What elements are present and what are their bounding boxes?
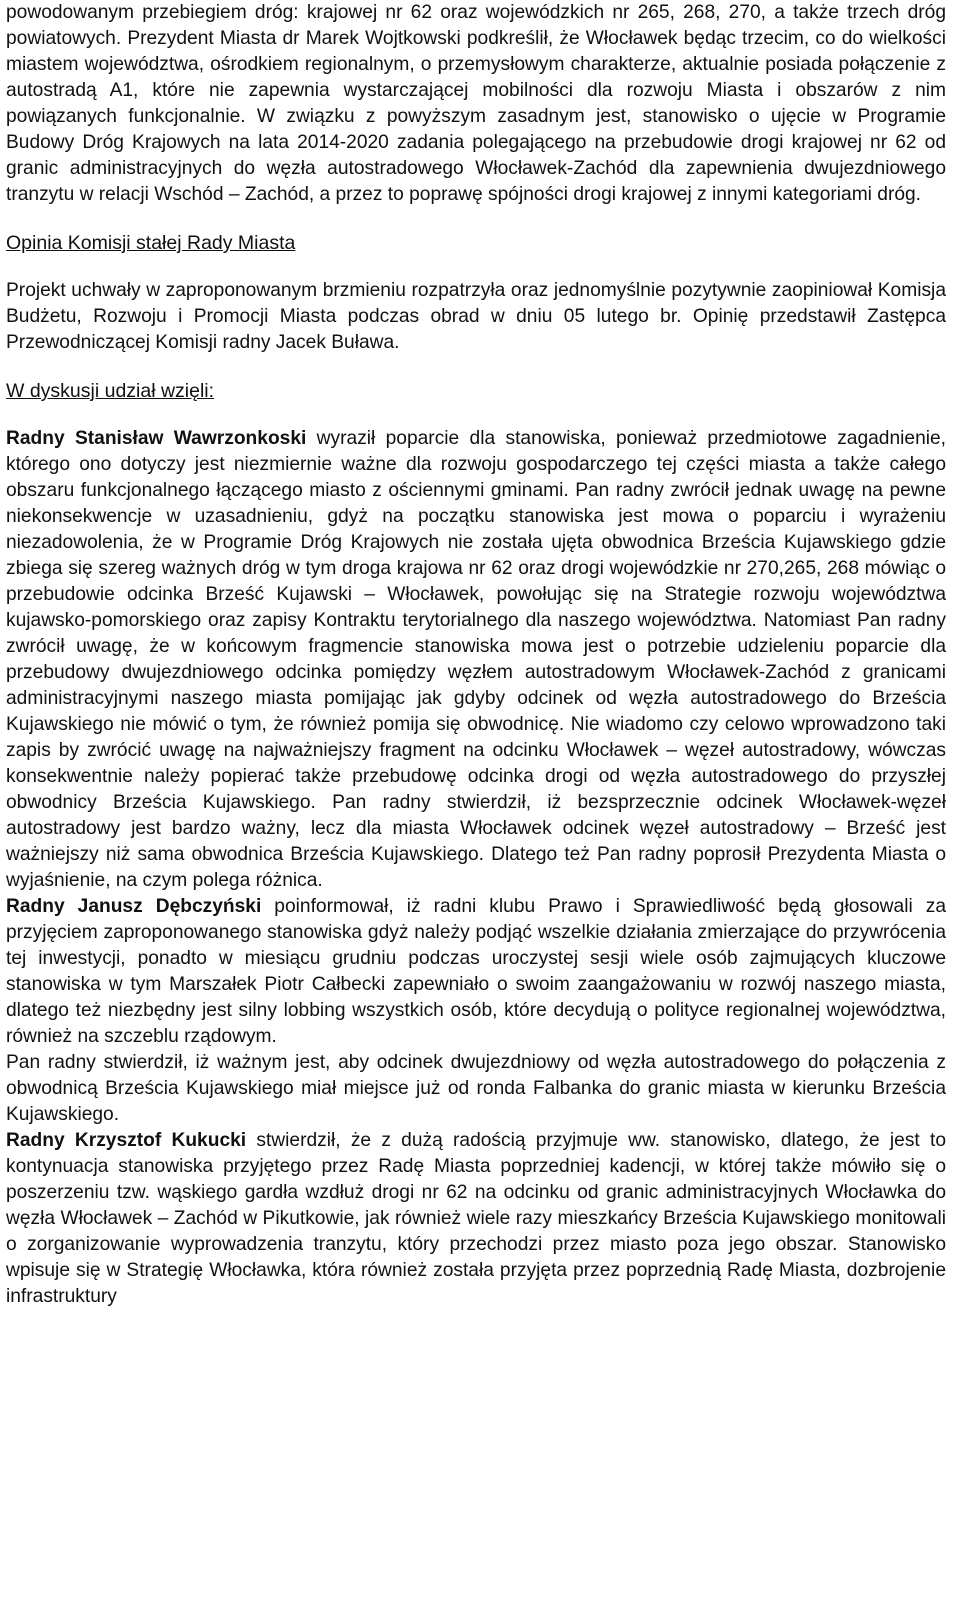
discussion-entry-debczynski	[6, 894, 946, 1050]
opinion-heading: Opinia Komisji stałej Rady Miasta	[6, 232, 296, 254]
discussion-entry-kukucki	[6, 1128, 946, 1310]
intro-paragraph: powodowanym przebiegiem dróg: krajowej nr 62 oraz wojewódzkich nr 265, 268, 270, a także trzech dróg powiatowych. Prezydent Miasta dr Marek Wojtkowski podkreślił, że Włocławek będąc trzecim, co do wielkości miastem województwa, ośrodkiem regionalnym, o przemysłowym charakterze, aktualnie posiada połączenie z autostradą A1, które nie zapewnia wystarczającej mobilności dla rozwoju Miasta i obszarów z nim powiązanych funkcjonalnie. W związku z powyższym zasadnym jest, stanowisko o ujęcie w Programie Budowy Dróg Krajowych na lata 2014-2020 zadania polegającego na przebudowie drogi krajowej nr 62 od granic administracyjnych do węzła autostradowego Włocławek-Zachód dla zapewnienia dwujezdniowego tranzytu w relacji Wschód – Zachód, a przez to poprawę spójności drogi krajowej z innymi kategoriami dróg.	[6, 2, 946, 205]
speaker-name: Radny Janusz Dębczyński	[6, 896, 262, 917]
speaker-name: Radny Krzysztof Kukucki	[6, 1130, 247, 1151]
speaker-statement: stwierdził, że z dużą radością przyjmuje ww. stanowisko, dlatego, że jest to kontynuacja stanowiska przyjętego przez Radę Miasta poprzedniej kadencji, w której także mówiło się o poszerzeniu tzw. wąskiego gardła wzdłuż drogi nr 62 na odcinku od granic administracyjnych Włocławka do węzła Włocławek – Zachód w Pikutkowie, jak również wiele razy mieszkańcy Brześcia Kujawskiego monitowali o zorganizowanie wyprowadzenia tranzytu, który przechodzi przez miasto poza jego obszar. Stanowisko wpisuje się w Strategię Włocławka, która również została przyjęta przez poprzednią Radę Miasta, dozbrojenie infrastruktury	[6, 1130, 946, 1307]
speaker-statement: poinformował, iż radni klubu Prawo i Sprawiedliwość będą głosowali za przyjęciem zaproponowanego stanowiska gdyż należy podjąć wszelkie działania zmierzające do przywrócenia tej inwestycji, ponadto w miesiącu grudniu podczas uroczystej sesji wiele osób zajmujących kluczowe stanowiska w tym Marszałek Piotr Całbecki zapewniało o swoim zaangażowaniu w rozwój naszego miasta, dlatego też niezbędny jest silny lobbing wszystkich osób, które decydują o polityce regionalnej województwa, również na szczeblu rządowym.	[6, 896, 946, 1047]
discussion-entry-wawrzonkoski	[6, 426, 946, 894]
opinion-paragraph: Projekt uchwały w zaproponowanym brzmieniu rozpatrzyła oraz jednomyślnie pozytywnie zaopiniował Komisja Budżetu, Rozwoju i Promocji Miasta podczas obrad w dniu 05 lutego br. Opinię przedstawił Zastępca Przewodniczącej Komisji radny Jacek Buława.	[6, 280, 946, 353]
speaker-statement: wyraził poparcie dla stanowiska, ponieważ przedmiotowe zagadnienie, którego ono dotyczy jest niezmiernie ważne dla rozwoju gospodarczego tej części miasta a także całego obszaru funkcjonalnego łączącego miasto z ościennymi gminami. Pan radny zwrócił jednak uwagę na pewne niekonsekwencje w uzasadnieniu, gdyż na początku stanowiska jest mowa o poparciu i wyrażeniu niezadowolenia, że w Programie Dróg Krajowych nie została ujęta obwodnica Brześcia Kujawskiego gdzie zbiega się szereg ważnych dróg w tym droga krajowa nr 62 oraz drogi wojewódzkie nr 270,265, 268 mówiąc o przebudowie odcinka Brześć Kujawski – Włocławek, powołując się na Strategie rozwoju województwa kujawsko-pomorskiego oraz zapisy Kontraktu terytorialnego dla naszego województwa. Natomiast Pan radny zwrócił uwagę, że w końcowym fragmencie stanowiska mowa jest o potrzebie udzieleniu poparcie dla przebudowy dwujezdniowego odcinka pomiędzy węzłem autostradowym Włocławek-Zachód z granicami administracyjnymi naszego miasta pomijając jak gdyby odcinek od węzła autostradowego do Brześcia Kujawskiego nie mówić o tym, że również pomija się obwodnicę. Nie wiadomo czy celowo wprowadzono taki zapis by zwrócić uwagę na najważniejszy fragment na odcinku Włocławek – węzeł autostradowy, wówczas konsekwentnie należy popierać także przebudowę odcinka drogi od węzła autostradowego do przyszłej obwodnicy Brześcia Kujawskiego. Pan radny stwierdził, iż bezsprzecznie odcinek Włocławek-węzeł autostradowy jest bardzo ważny, lecz dla miasta Włocławek odcinek węzeł autostradowy – Brześć jest ważniejszy niż sama obwodnica Brześcia Kujawskiego. Dlatego też Pan radny poprosił Prezydenta Miasta o wyjaśnienie, na czym polega różnica.	[6, 428, 947, 891]
discussion-heading: W dyskusji udział wzięli:	[6, 380, 215, 402]
speaker-name: Radny Stanisław Wawrzonkoski	[6, 428, 307, 449]
discussion-continuation: Pan radny stwierdził, iż ważnym jest, aby odcinek dwujezdniowy od węzła autostradowego do połączenia z obwodnicą Brześcia Kujawskiego miał miejsce już od ronda Falbanka do granic miasta w kierunku Brześcia Kujawskiego.	[6, 1052, 946, 1125]
